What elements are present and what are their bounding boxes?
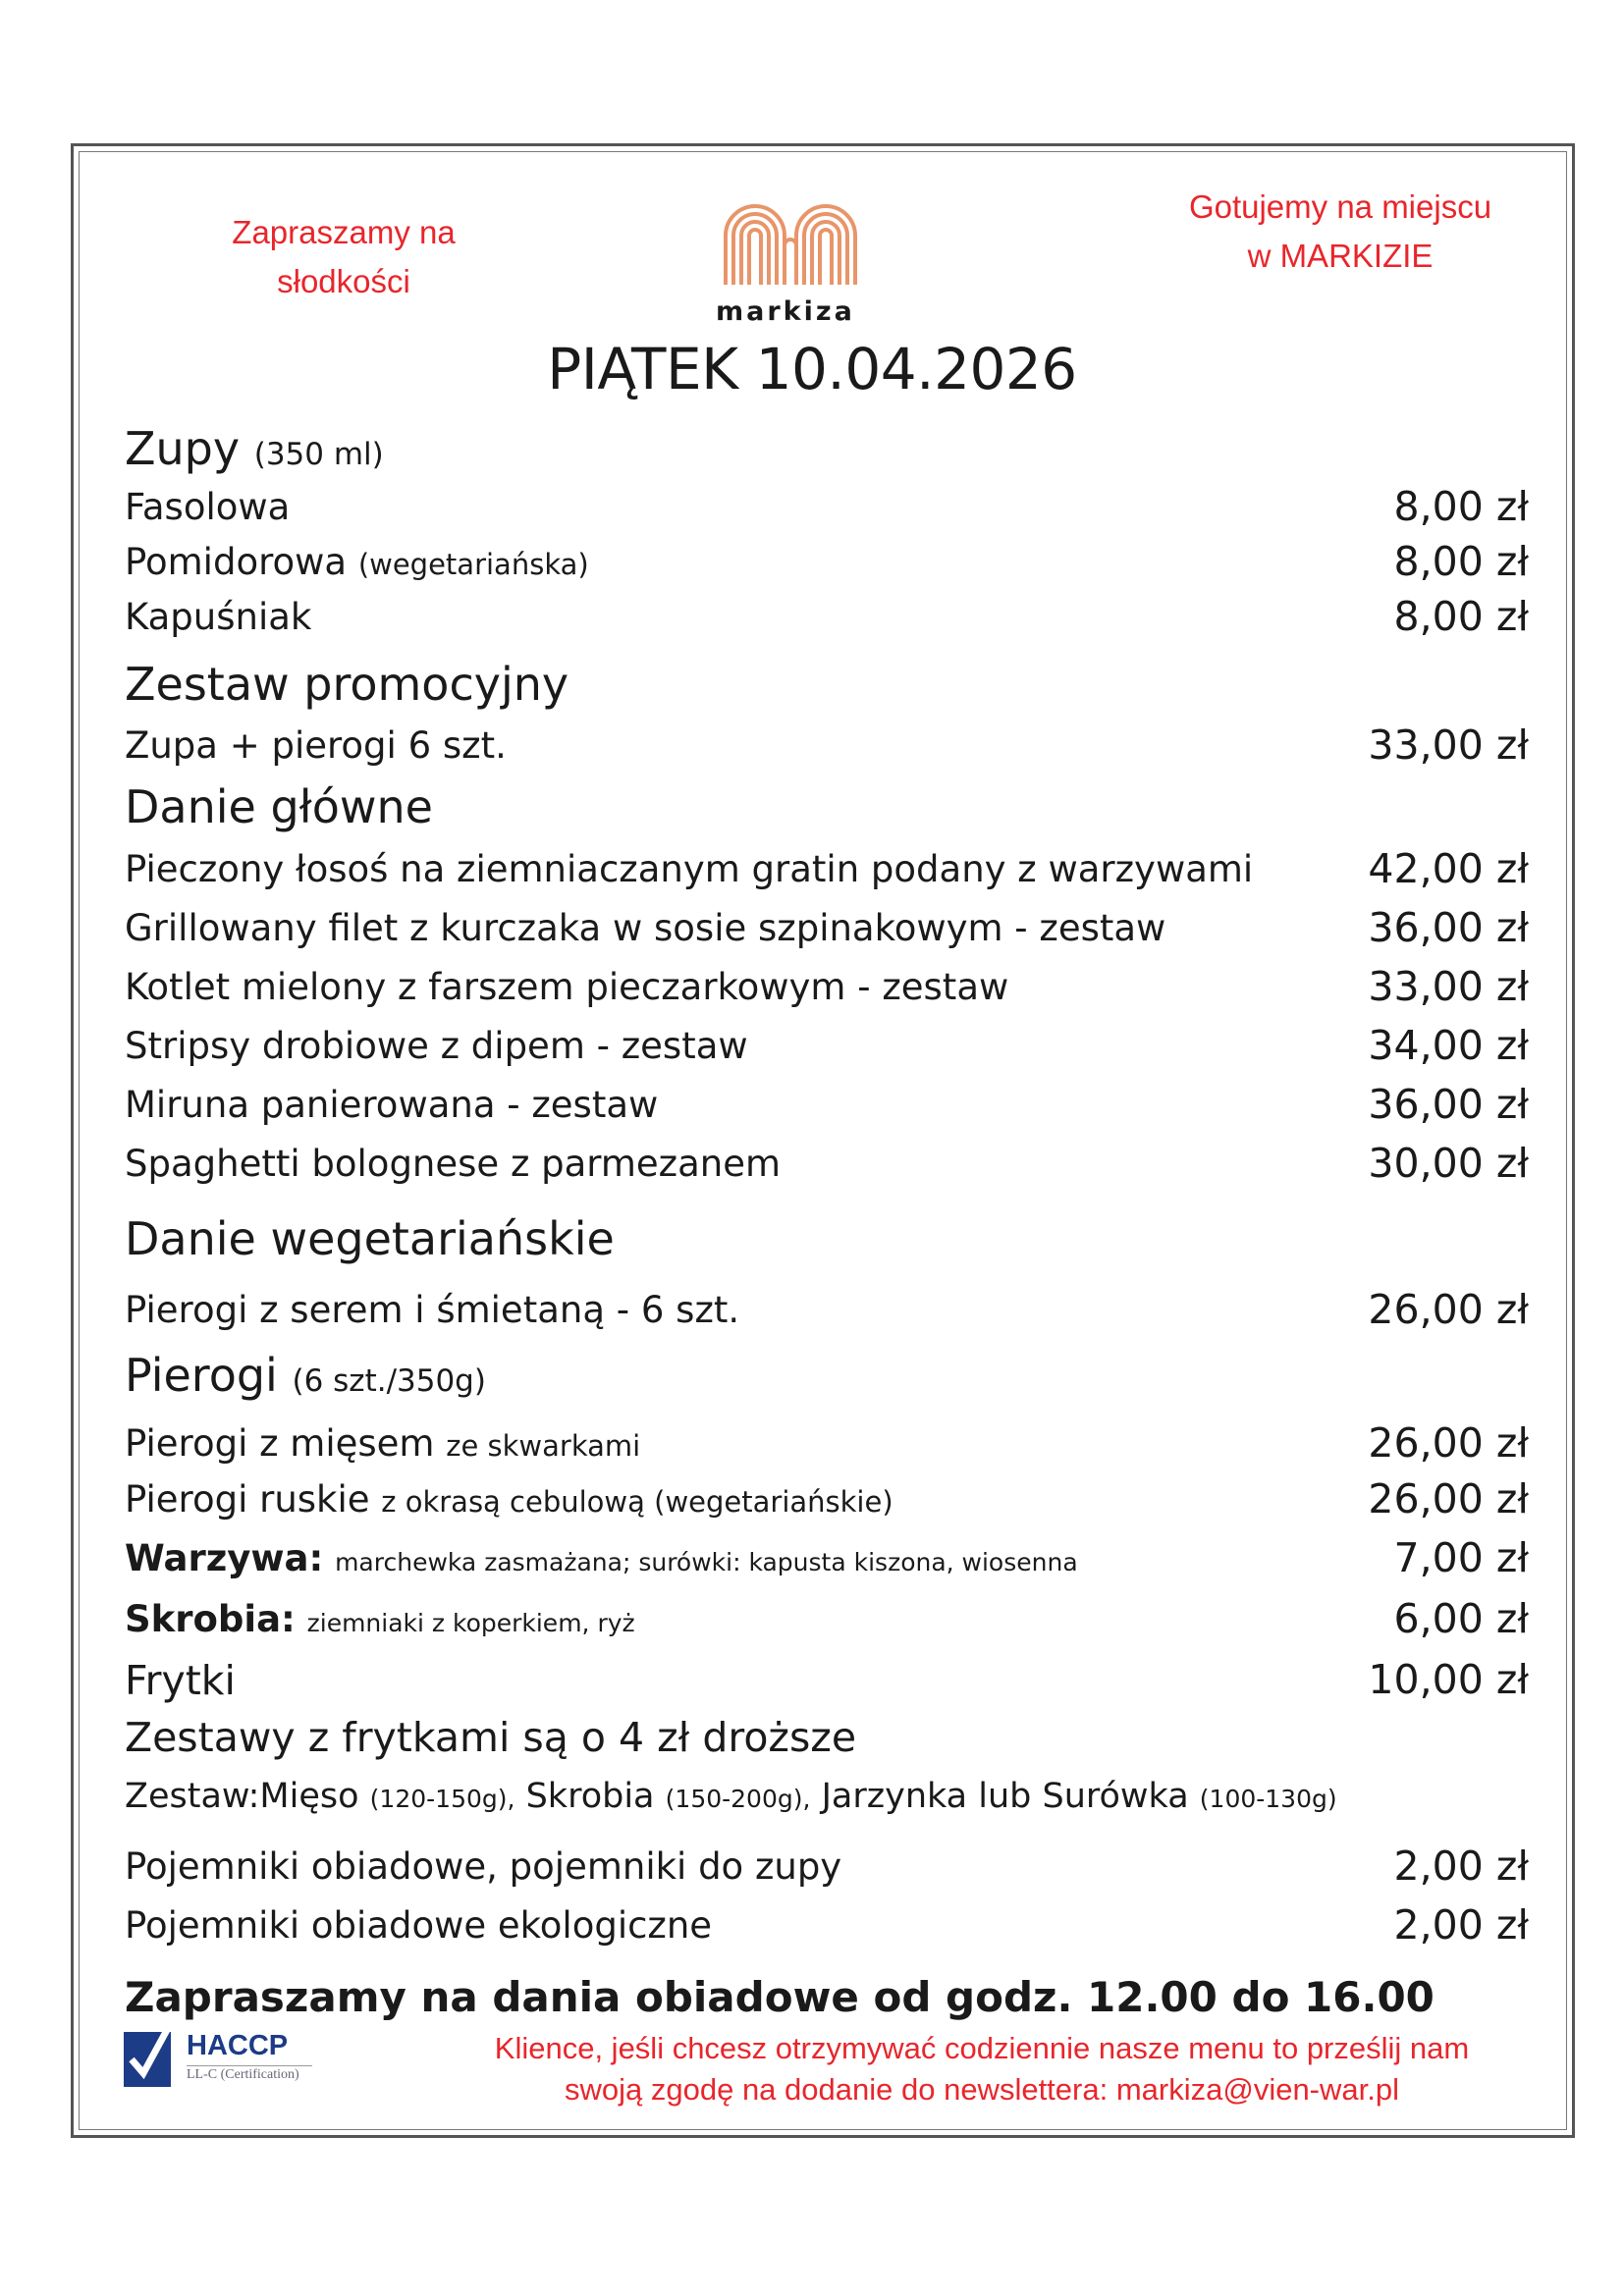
pierogi-note: (6 szt./350g) (292, 1363, 486, 1399)
item-name: Kotlet mielony z farszem pieczarkowym - zestaw (125, 966, 1009, 1008)
menu-item (125, 1084, 658, 1126)
item-price: 26,00 zł (1368, 1475, 1529, 1522)
frytki-label: Frytki (125, 1657, 236, 1704)
item-name: Pojemniki obiadowe ekologiczne (125, 1904, 713, 1947)
frytki-note: Zestawy z frytkami są o 4 zł droższe (125, 1714, 857, 1761)
left-tagline-line-1: Zapraszamy na (232, 214, 456, 250)
menu-item (125, 724, 507, 767)
item-name: Pieczony łosoś na ziemniaczanym gratin podany z warzywami (125, 848, 1254, 890)
item-price: 33,00 zł (1368, 963, 1529, 1010)
item-name: Fasolowa (125, 486, 291, 528)
section-heading-zestaw: Zestaw promocyjny (125, 658, 569, 711)
menu-item (125, 1143, 781, 1185)
zestaw-info-a-weight: (120-150g), (369, 1785, 515, 1813)
left-tagline (196, 208, 491, 306)
logo-wordmark: markiza (716, 296, 855, 327)
opening-hours: Zapraszamy na dania obiadowe od godz. 12.00 do 16.00 (125, 1973, 1435, 2021)
item-name: Pojemniki obiadowe, pojemniki do zupy (125, 1845, 842, 1888)
skrobia-price: 6,00 zł (1393, 1595, 1529, 1642)
item-extra: (wegetariańska) (357, 548, 589, 581)
item-price: 26,00 zł (1368, 1286, 1529, 1333)
menu-item (125, 966, 1008, 1008)
item-name: Pomidorowa (125, 541, 348, 583)
warzywa-label: Warzywa: (125, 1537, 324, 1579)
menu-item (125, 596, 311, 638)
zupy-heading-text: Zupy (125, 422, 241, 475)
item-extra: z okrasą cebulową (wegetariańskie) (381, 1485, 893, 1519)
item-name: Pierogi z serem i śmietaną - 6 szt. (125, 1289, 740, 1331)
zestaw-info-b: Skrobia (525, 1777, 655, 1816)
item-name: Pierogi ruskie (125, 1478, 370, 1521)
item-name: Grillowany filet z kurczaka w sosie szpinakowym - zestaw (125, 907, 1166, 949)
item-price: 8,00 zł (1393, 593, 1529, 640)
zestaw-info-a: Zestaw:Mięso (125, 1777, 359, 1816)
haccp-check-icon (122, 2026, 175, 2089)
warzywa-item (125, 1537, 1078, 1579)
right-tagline-line-2: w MARKIZIE (1247, 238, 1434, 274)
newsletter-line-1: Klience, jeśli chcesz otrzymywać codziennie nasze menu to prześlij nam (494, 2031, 1470, 2065)
item-price: 34,00 zł (1368, 1022, 1529, 1069)
haccp-badge (122, 2026, 318, 2091)
right-tagline (1154, 183, 1527, 281)
zestaw-info-b-weight: (150-200g), (665, 1785, 811, 1813)
menu-item (125, 1904, 712, 1947)
menu-item (125, 486, 290, 528)
menu-item (125, 1025, 748, 1067)
item-price: 8,00 zł (1393, 538, 1529, 585)
menu-item (125, 1289, 739, 1331)
menu-item (125, 907, 1165, 949)
zestaw-info-c-weight: (100-130g) (1199, 1785, 1337, 1813)
menu-item (125, 1422, 640, 1465)
section-heading-zupy (125, 422, 384, 475)
item-price: 36,00 zł (1368, 1081, 1529, 1128)
item-price: 8,00 zł (1393, 483, 1529, 530)
warzywa-price: 7,00 zł (1393, 1534, 1529, 1581)
item-name: Stripsy drobiowe z dipem - zestaw (125, 1025, 748, 1067)
pierogi-heading-text: Pierogi (125, 1349, 278, 1402)
frytki-price: 10,00 zł (1368, 1656, 1529, 1703)
zupy-note: (350 ml) (253, 437, 384, 472)
item-price: 30,00 zł (1368, 1140, 1529, 1187)
skrobia-item (125, 1598, 635, 1640)
item-name: Spaghetti bolognese z parmezanem (125, 1143, 782, 1185)
item-price: 26,00 zł (1368, 1419, 1529, 1467)
skrobia-desc: ziemniaki z koperkiem, ryż (306, 1609, 635, 1637)
menu-item (125, 1478, 893, 1521)
markiza-logo-icon (712, 187, 869, 294)
zestaw-info-c: Jarzynka lub Surówka (821, 1777, 1189, 1816)
frytki-item (125, 1657, 236, 1704)
menu-date-title: PIĄTEK 10.04.2026 (547, 336, 1077, 402)
item-name: Miruna panierowana - zestaw (125, 1084, 659, 1126)
menu-item (125, 848, 1253, 890)
item-name: Zupa + pierogi 6 szt. (125, 724, 507, 767)
item-price: 2,00 zł (1393, 1842, 1529, 1890)
item-price: 36,00 zł (1368, 904, 1529, 951)
item-extra: ze skwarkami (446, 1429, 641, 1463)
item-price: 2,00 zł (1393, 1901, 1529, 1949)
right-tagline-line-1: Gotujemy na miejscu (1188, 188, 1492, 225)
markiza-logo (712, 187, 869, 334)
skrobia-label: Skrobia: (125, 1598, 296, 1640)
section-heading-danie-glowne: Danie główne (125, 780, 433, 833)
item-name: Pierogi z mięsem (125, 1422, 435, 1465)
warzywa-desc: marchewka zasmażana; surówki: kapusta kiszona, wiosenna (335, 1548, 1078, 1576)
menu-item (125, 1845, 841, 1888)
item-name: Kapuśniak (125, 596, 312, 638)
haccp-subtitle: LL-C (Certification) (187, 2067, 299, 2082)
section-heading-wege: Danie wegetariańskie (125, 1212, 615, 1265)
section-heading-pierogi (125, 1349, 486, 1402)
item-price: 42,00 zł (1368, 845, 1529, 892)
newsletter-line-2: swoją zgodę na dodanie do newslettera: markiza@vien-war.pl (565, 2072, 1399, 2107)
haccp-divider (187, 2065, 312, 2066)
item-price: 33,00 zł (1368, 721, 1529, 769)
left-tagline-line-2: słodkości (277, 263, 410, 299)
menu-item (125, 541, 589, 583)
zestaw-info (125, 1777, 1337, 1816)
newsletter-note (432, 2028, 1532, 2110)
haccp-title: HACCP (187, 2030, 289, 2061)
